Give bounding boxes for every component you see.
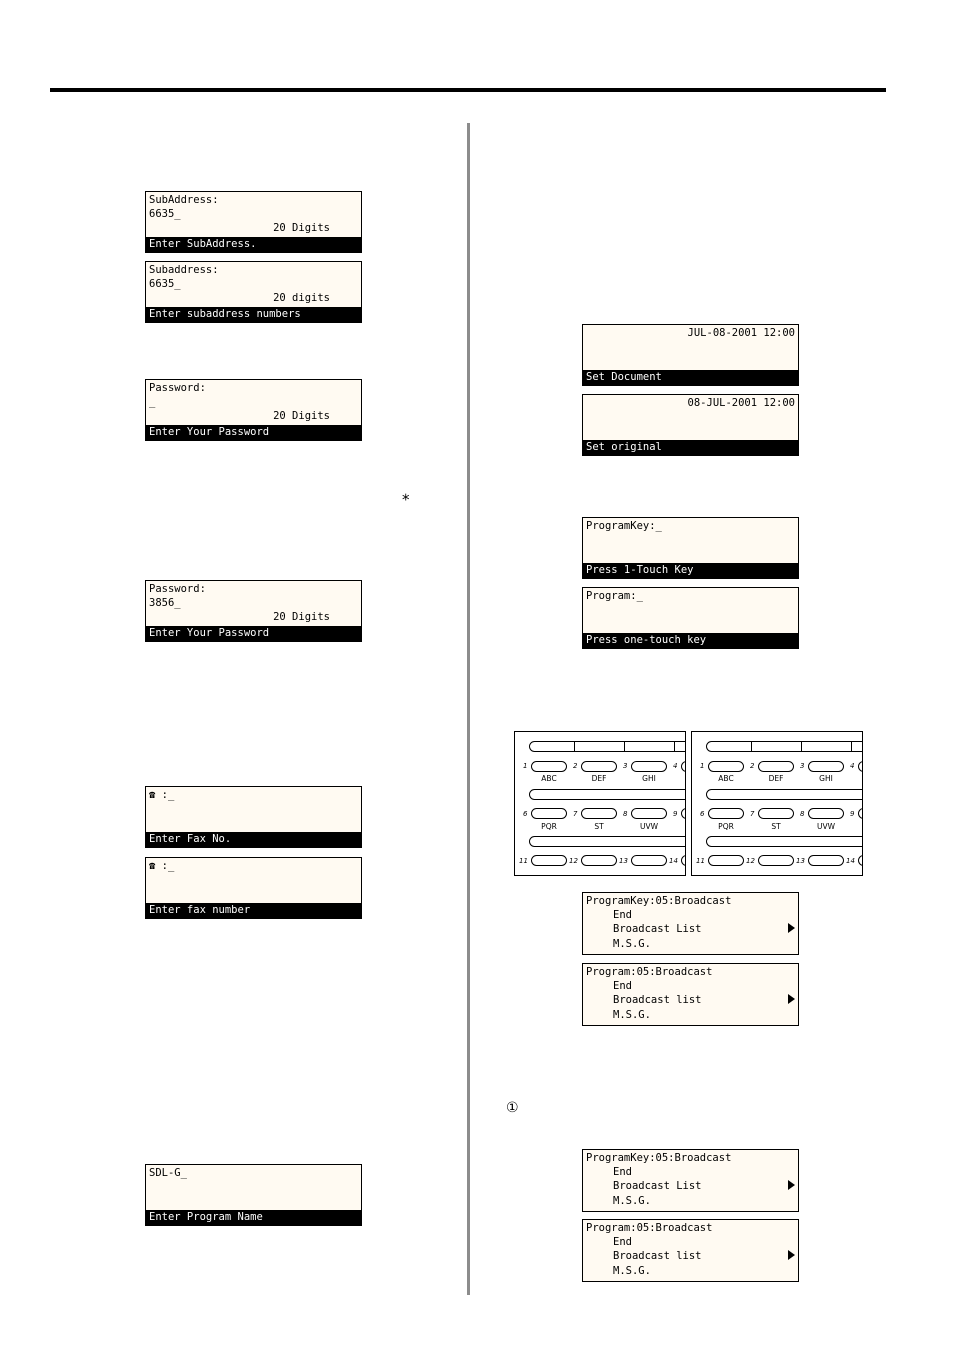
key-letters: ABC (541, 774, 557, 783)
key-number: 7 (573, 810, 578, 818)
lcd-line: ☎ :_ (149, 789, 175, 801)
key-number: 12 (746, 857, 755, 865)
lcd-date-a (582, 324, 799, 386)
column-divider (467, 123, 470, 1295)
one-touch-key (858, 808, 863, 819)
keypad-divider (751, 742, 752, 751)
one-touch-key (808, 855, 844, 866)
one-touch-key (758, 761, 794, 772)
one-touch-key (531, 808, 567, 819)
one-touch-keypad-illustration (514, 731, 686, 876)
key-number: 8 (623, 810, 628, 818)
keypad-top-bar (706, 741, 863, 752)
lcd-line: Program:05:Broadcast (586, 1222, 713, 1234)
menu-arrow-icon (788, 994, 795, 1004)
key-number: 8 (800, 810, 805, 818)
lcd-prompt: Enter Your Password (146, 626, 361, 641)
key-letters: PQR (718, 822, 734, 831)
key-number: 14 (669, 857, 678, 865)
key-letters: GHI (819, 774, 833, 783)
lcd-line: Subaddress: (149, 264, 219, 276)
keypad-divider (624, 742, 625, 751)
lcd-program-key-b (582, 587, 799, 649)
lcd-line: 20 Digits (273, 611, 330, 623)
keypad-divider (801, 742, 802, 751)
lcd-line: ☎ :_ (149, 860, 175, 872)
asterisk-icon: ⁎ (402, 486, 410, 504)
lcd-line: 20 Digits (273, 222, 330, 234)
lcd-fax-b (145, 857, 362, 919)
menu-arrow-icon (788, 1250, 795, 1260)
lcd-menu-option: Broadcast list (613, 994, 702, 1006)
keypad-top-bar (529, 741, 686, 752)
one-touch-key (858, 855, 863, 866)
lcd-line: ProgramKey:05:Broadcast (586, 895, 732, 907)
lcd-prompt: Set original (583, 440, 798, 455)
lcd-line: 20 digits (273, 292, 330, 304)
lcd-menu-option: End (613, 1236, 632, 1248)
key-number: 14 (846, 857, 855, 865)
key-letters: UVW (816, 822, 836, 831)
lcd-subaddress-b (145, 261, 362, 323)
lcd-line: JUL-08-2001 12:00 (687, 327, 795, 339)
key-letters: ST (594, 822, 604, 831)
one-touch-key (858, 761, 863, 772)
lcd-line: Password: (149, 382, 206, 394)
lcd-subaddress-a (145, 191, 362, 253)
lcd-prompt: Press 1-Touch Key (583, 563, 798, 578)
menu-arrow-icon (788, 923, 795, 933)
one-touch-key (581, 808, 617, 819)
lcd-prompt: Enter SubAddress. (146, 237, 361, 252)
keypad-divider (851, 742, 852, 751)
one-touch-key (681, 761, 686, 772)
keypad-bar (529, 789, 686, 800)
lcd-menu-option: M.S.G. (613, 1265, 651, 1277)
lcd-prompt: Set Document (583, 370, 798, 385)
lcd-password-empty (145, 379, 362, 441)
lcd-prompt: Enter fax number (146, 903, 361, 918)
lcd-menu-option: Broadcast List (613, 1180, 702, 1192)
lcd-program-key-a (582, 517, 799, 579)
lcd-menu-option: End (613, 909, 632, 921)
keypad-bar (706, 836, 863, 847)
lcd-line: ProgramKey:_ (586, 520, 662, 532)
keypad-bar (529, 836, 686, 847)
circled-one-icon: ① (506, 1100, 519, 1116)
key-number: 1 (700, 762, 705, 770)
lcd-menu-option: M.S.G. (613, 1009, 651, 1021)
one-touch-key (631, 808, 667, 819)
lcd-line: 20 Digits (273, 410, 330, 422)
lcd-date-b (582, 394, 799, 456)
key-letters: ST (771, 822, 781, 831)
one-touch-key (531, 761, 567, 772)
lcd-prompt: Enter Fax No. (146, 832, 361, 847)
key-number: 4 (673, 762, 678, 770)
one-touch-key (531, 855, 567, 866)
key-number: 6 (700, 810, 705, 818)
lcd-line: 6635_ (149, 208, 181, 220)
key-number: 11 (696, 857, 705, 865)
lcd-line: Program:05:Broadcast (586, 966, 713, 978)
key-number: 4 (850, 762, 855, 770)
keypad-bar (706, 789, 863, 800)
lcd-menu-c (582, 1149, 799, 1212)
lcd-prompt: Enter Program Name (146, 1210, 361, 1225)
lcd-prompt: Enter Your Password (146, 425, 361, 440)
lcd-menu-option: M.S.G. (613, 1195, 651, 1207)
key-letters: GHI (642, 774, 656, 783)
key-number: 13 (619, 857, 628, 865)
lcd-menu-option: Broadcast list (613, 1250, 702, 1262)
lcd-menu-a (582, 892, 799, 955)
lcd-line: 6635_ (149, 278, 181, 290)
keypad-divider (674, 742, 675, 751)
lcd-line: _ (149, 396, 156, 408)
one-touch-key (758, 855, 794, 866)
header-rule (50, 88, 886, 92)
lcd-prompt: Enter subaddress numbers (146, 307, 361, 322)
lcd-line: 3856_ (149, 597, 181, 609)
key-letters: ABC (718, 774, 734, 783)
menu-arrow-icon (788, 1180, 795, 1190)
key-letters: DEF (591, 774, 607, 783)
one-touch-key (581, 855, 617, 866)
key-number: 9 (673, 810, 678, 818)
lcd-line: SubAddress: (149, 194, 219, 206)
one-touch-key (758, 808, 794, 819)
key-number: 2 (750, 762, 755, 770)
lcd-password-entered (145, 580, 362, 642)
lcd-menu-option: End (613, 1166, 632, 1178)
key-number: 2 (573, 762, 578, 770)
key-number: 12 (569, 857, 578, 865)
lcd-line: Program:_ (586, 590, 643, 602)
one-touch-key (631, 855, 667, 866)
lcd-menu-option: Broadcast List (613, 923, 702, 935)
key-number: 3 (800, 762, 805, 770)
one-touch-key (581, 761, 617, 772)
lcd-prompt: Press one-touch key (583, 633, 798, 648)
one-touch-keypad-illustration (691, 731, 863, 876)
key-letters: PQR (541, 822, 557, 831)
key-number: 7 (750, 810, 755, 818)
key-number: 13 (796, 857, 805, 865)
lcd-menu-option: End (613, 980, 632, 992)
lcd-line: ProgramKey:05:Broadcast (586, 1152, 732, 1164)
one-touch-key (808, 761, 844, 772)
lcd-program-name (145, 1164, 362, 1226)
one-touch-key (681, 855, 686, 866)
lcd-line: SDL-G_ (149, 1167, 187, 1179)
one-touch-key (681, 808, 686, 819)
key-letters: UVW (639, 822, 659, 831)
lcd-menu-d (582, 1219, 799, 1282)
lcd-menu-b (582, 963, 799, 1026)
keypad-divider (574, 742, 575, 751)
one-touch-key (708, 855, 744, 866)
lcd-line: Password: (149, 583, 206, 595)
key-letters: DEF (768, 774, 784, 783)
key-number: 1 (523, 762, 528, 770)
key-number: 3 (623, 762, 628, 770)
lcd-menu-option: M.S.G. (613, 938, 651, 950)
key-number: 11 (519, 857, 528, 865)
key-number: 9 (850, 810, 855, 818)
key-number: 6 (523, 810, 528, 818)
lcd-line: 08-JUL-2001 12:00 (687, 397, 795, 409)
one-touch-key (808, 808, 844, 819)
lcd-fax-a (145, 786, 362, 848)
one-touch-key (708, 808, 744, 819)
one-touch-key (631, 761, 667, 772)
one-touch-key (708, 761, 744, 772)
